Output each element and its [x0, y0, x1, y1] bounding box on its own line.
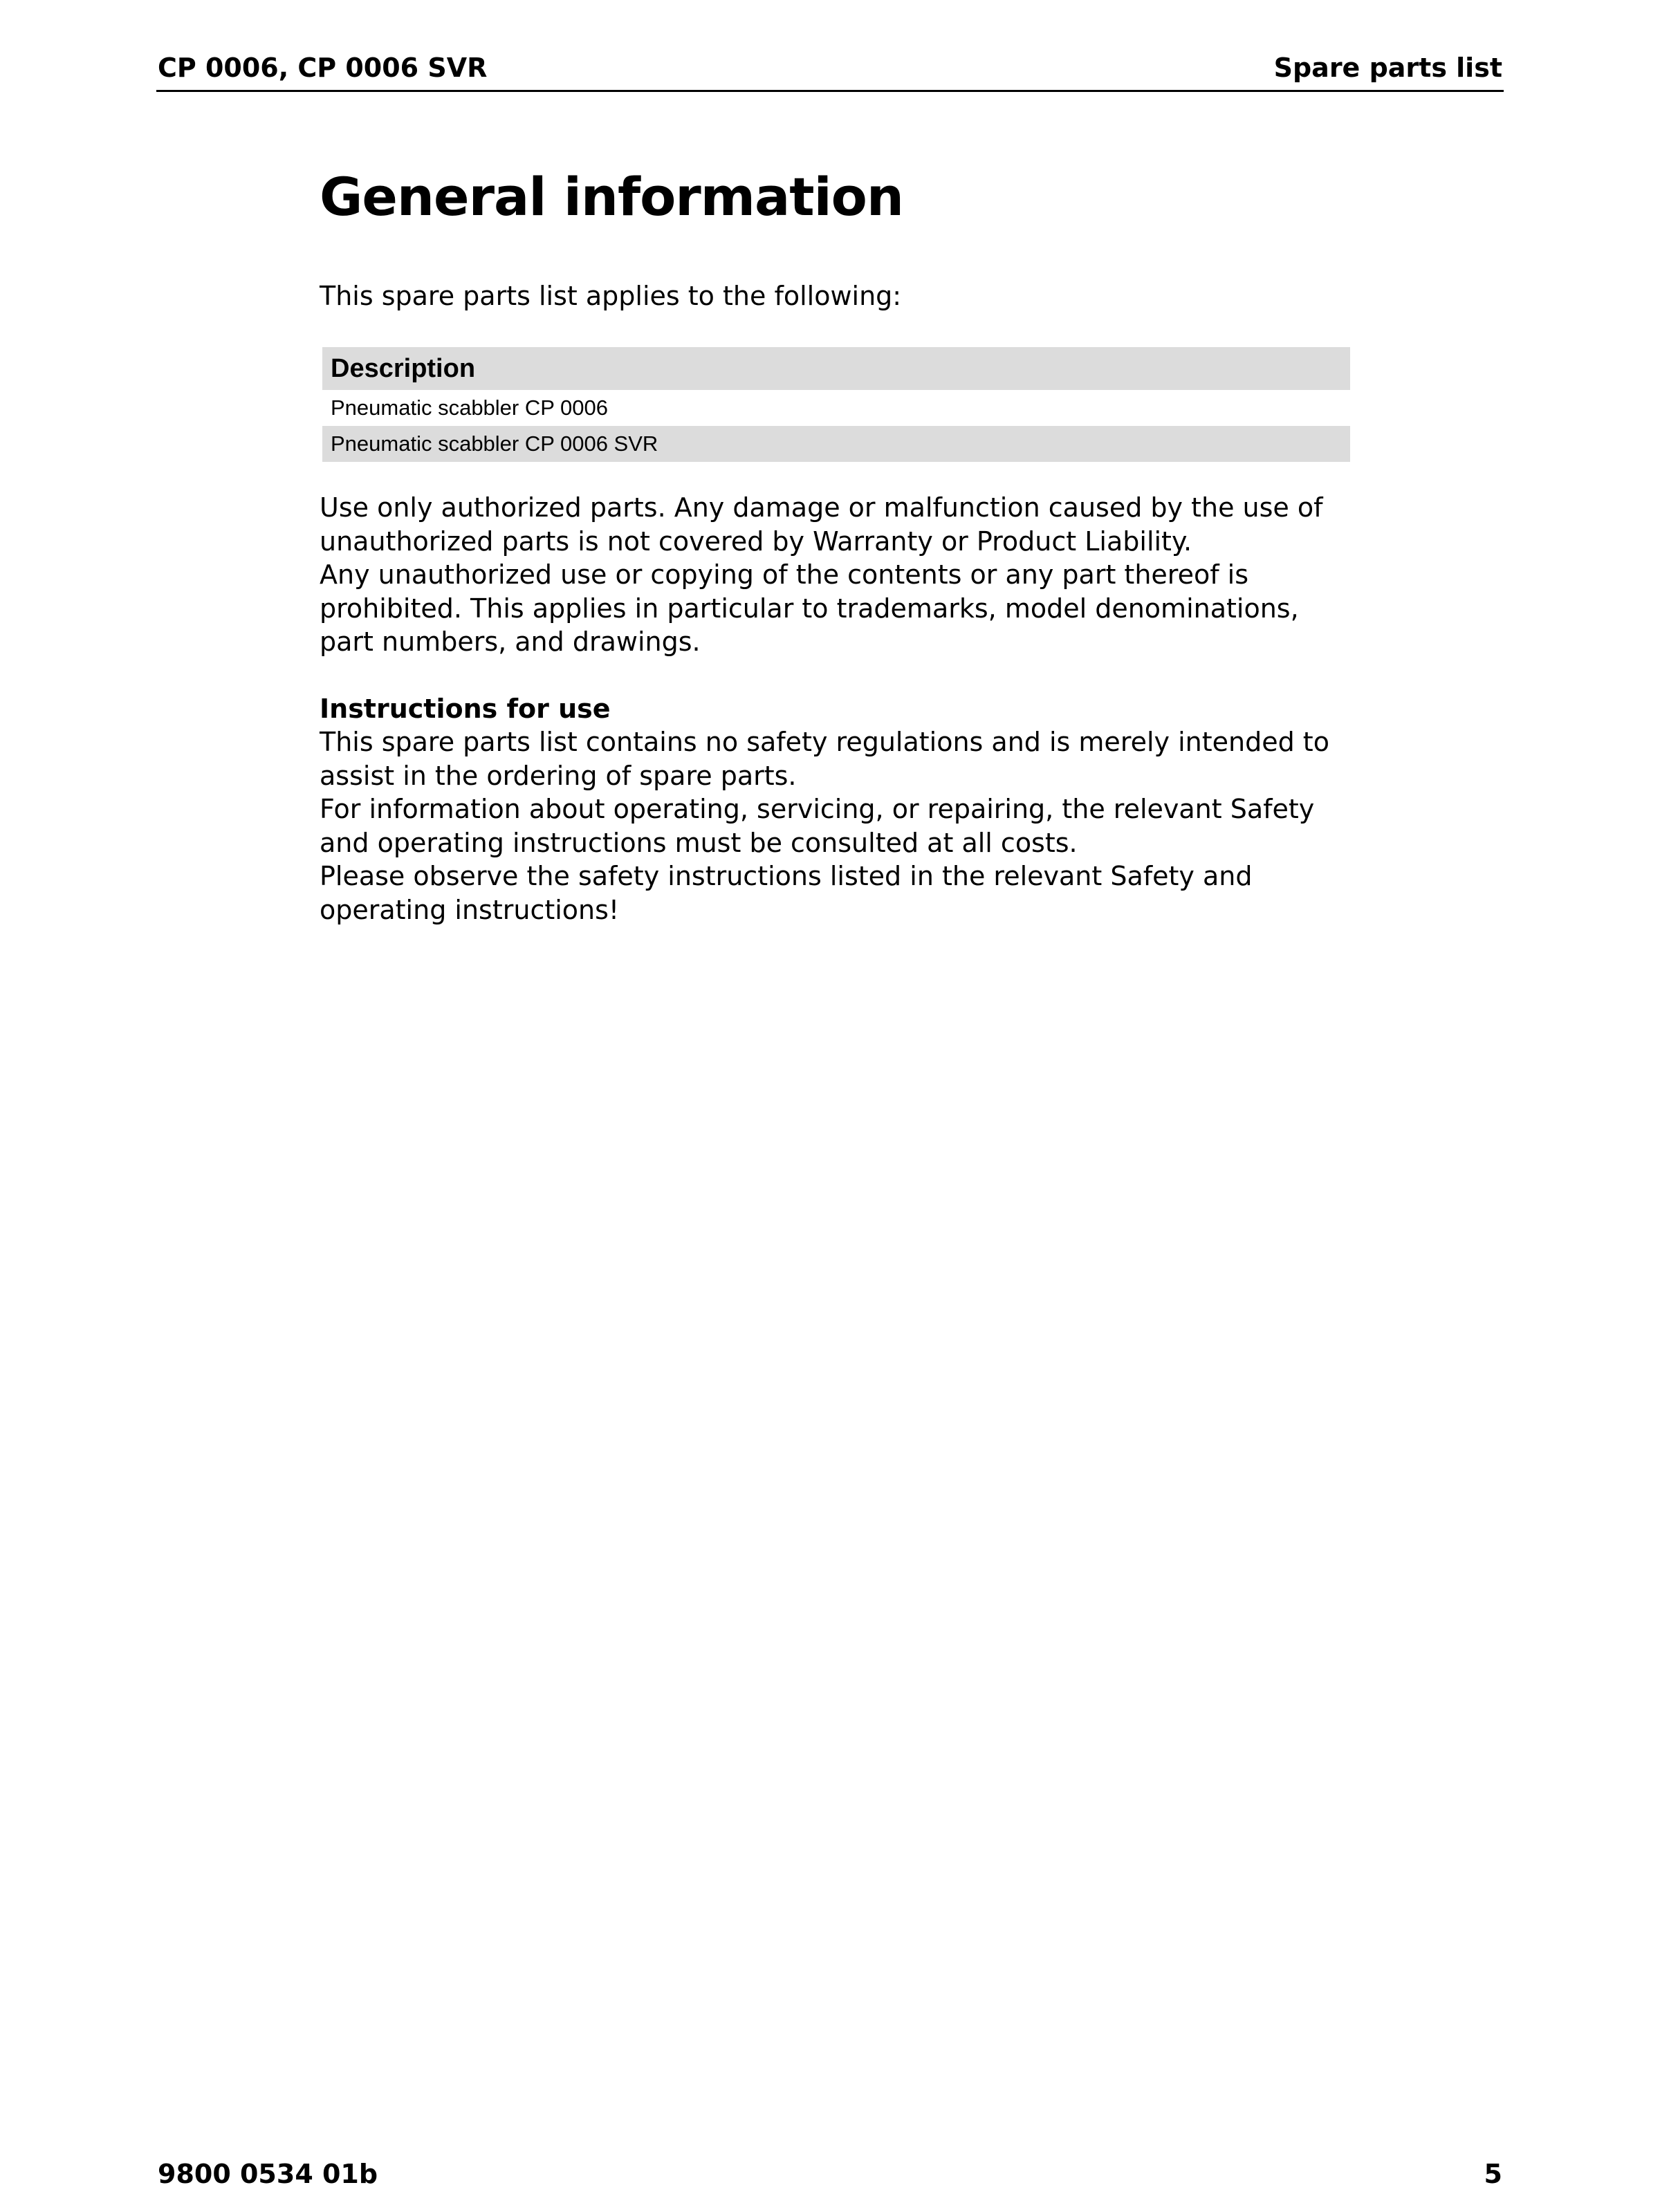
paragraph: This spare parts list contains no safety regulations and is merely intended to assist in the ordering of spare parts.: [320, 727, 1329, 791]
intro-text: This spare parts list applies to the following:: [320, 281, 902, 311]
table-header-description: Description: [322, 347, 1350, 390]
page-header: [156, 50, 1504, 92]
document-number: 9800 0534 01b: [158, 2159, 378, 2189]
instructions-heading: Instructions for use: [320, 693, 611, 724]
description-table: [322, 347, 1350, 462]
table-cell: Pneumatic scabbler CP 0006 SVR: [322, 426, 1350, 462]
table-row: [322, 390, 1350, 426]
header-model: CP 0006, CP 0006 SVR: [158, 53, 488, 83]
header-doc-type: Spare parts list: [1273, 53, 1502, 83]
main-content: [320, 159, 1350, 927]
paragraph: Please observe the safety instructions listed in the relevant Safety and operating instructions!: [320, 861, 1253, 925]
paragraph: Use only authorized parts. Any damage or malfunction caused by the use of unauthorized parts is not covered by Warranty or Product Liability.: [320, 492, 1323, 557]
table-row: [322, 426, 1350, 462]
table-cell: Pneumatic scabbler CP 0006: [331, 396, 608, 420]
authorized-parts-notice: [320, 491, 1350, 659]
paragraph: Any unauthorized use or copying of the contents or any part thereof is prohibited. This applies in particular to trademarks, model denominations, part numbers, and drawings.: [320, 559, 1299, 657]
instructions-text: [320, 725, 1350, 927]
table-header-row: [322, 347, 1350, 390]
page-number: 5: [1484, 2159, 1502, 2189]
page-title: General information: [320, 166, 903, 227]
paragraph: For information about operating, servicing, or repairing, the relevant Safety and operating instructions must be consulted at all costs.: [320, 794, 1315, 858]
